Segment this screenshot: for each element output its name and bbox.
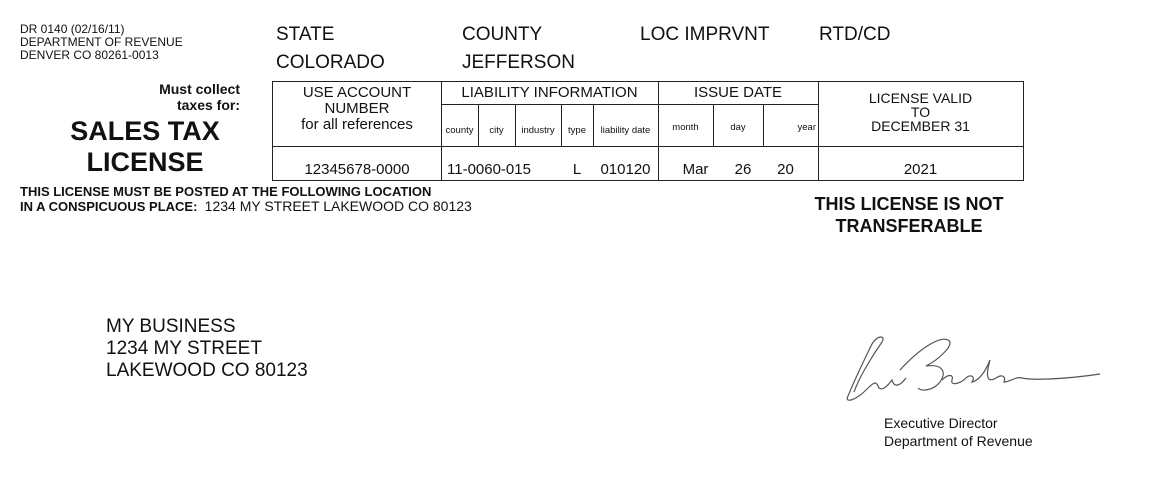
signer-title: Executive Director bbox=[884, 415, 998, 431]
jurisdiction-header-county: COUNTY bbox=[462, 24, 543, 45]
posting-instructions bbox=[20, 184, 472, 214]
license-valid-line1: LICENSE VALID bbox=[868, 90, 973, 106]
issue-date-header: ISSUE DATE bbox=[693, 84, 783, 101]
license-valid-line3: DECEMBER 31 bbox=[871, 118, 970, 134]
mailing-city: LAKEWOOD CO 80123 bbox=[106, 360, 308, 381]
sub-label-year: year bbox=[797, 122, 816, 133]
liability-code-value: 11-0060-015 bbox=[447, 161, 531, 178]
signer-department: Department of Revenue bbox=[884, 433, 1033, 449]
account-header bbox=[273, 85, 441, 133]
sub-label-day: day bbox=[730, 122, 746, 133]
mailing-street: 1234 MY STREET bbox=[106, 338, 262, 359]
form-city: DENVER CO 80261-0013 bbox=[20, 48, 159, 62]
liability-date-value: 010120 bbox=[600, 161, 651, 178]
license-title bbox=[20, 116, 270, 178]
account-header-line2: NUMBER bbox=[324, 100, 390, 117]
license-valid-year: 2021 bbox=[903, 161, 938, 178]
not-transferable-line2: TRANSFERABLE bbox=[835, 216, 983, 236]
issue-year-value: 20 bbox=[777, 161, 794, 178]
sub-label-liability-date: liability date bbox=[600, 125, 651, 136]
jurisdiction-header-loc-imprvnt: LOC IMPRVNT bbox=[640, 24, 770, 45]
account-number-value: 12345678-0000 bbox=[304, 161, 410, 178]
sub-label-industry: industry bbox=[521, 125, 555, 136]
sub-label-city: city bbox=[489, 125, 504, 136]
posting-line2-label: IN A CONSPICUOUS PLACE: bbox=[20, 199, 198, 214]
must-collect-label: Must collect taxes for: bbox=[159, 81, 240, 113]
account-header-line1: USE ACCOUNT bbox=[302, 84, 412, 101]
jurisdiction-header-state: STATE bbox=[276, 24, 335, 45]
sub-label-month: month bbox=[672, 122, 699, 133]
form-number: DR 0140 (02/16/11) bbox=[20, 22, 125, 36]
license-valid-header bbox=[818, 91, 1023, 133]
mailing-name: MY BUSINESS bbox=[106, 316, 236, 337]
posting-location: 1234 MY STREET LAKEWOOD CO 80123 bbox=[204, 198, 472, 214]
form-department: DEPARTMENT OF REVENUE bbox=[20, 35, 183, 49]
signer-block bbox=[884, 414, 1033, 450]
license-grid bbox=[272, 81, 1024, 181]
license-valid-line2: TO bbox=[910, 104, 931, 120]
signature-image bbox=[830, 330, 1130, 410]
jurisdiction-value-state: COLORADO bbox=[276, 52, 385, 73]
issue-month-value: Mar bbox=[682, 161, 709, 178]
sub-label-county: county bbox=[445, 125, 474, 136]
jurisdiction-value-county: JEFFERSON bbox=[462, 52, 575, 73]
jurisdiction-header-rtd-cd: RTD/CD bbox=[819, 24, 891, 45]
not-transferable-line1: THIS LICENSE IS NOT bbox=[814, 194, 1004, 214]
not-transferable-notice bbox=[785, 193, 1033, 237]
license-title-line1: SALES TAX bbox=[70, 116, 220, 146]
license-title-line2: LICENSE bbox=[86, 147, 204, 177]
liability-header: LIABILITY INFORMATION bbox=[461, 84, 638, 101]
form-header bbox=[20, 23, 183, 62]
mailing-address bbox=[106, 316, 308, 382]
issue-day-value: 26 bbox=[734, 161, 752, 178]
account-header-line3: for all references bbox=[301, 116, 413, 133]
posting-line1: THIS LICENSE MUST BE POSTED AT THE FOLLOWING LOCATION bbox=[20, 184, 432, 199]
type-value: L bbox=[572, 161, 582, 178]
sub-label-type: type bbox=[568, 125, 586, 136]
